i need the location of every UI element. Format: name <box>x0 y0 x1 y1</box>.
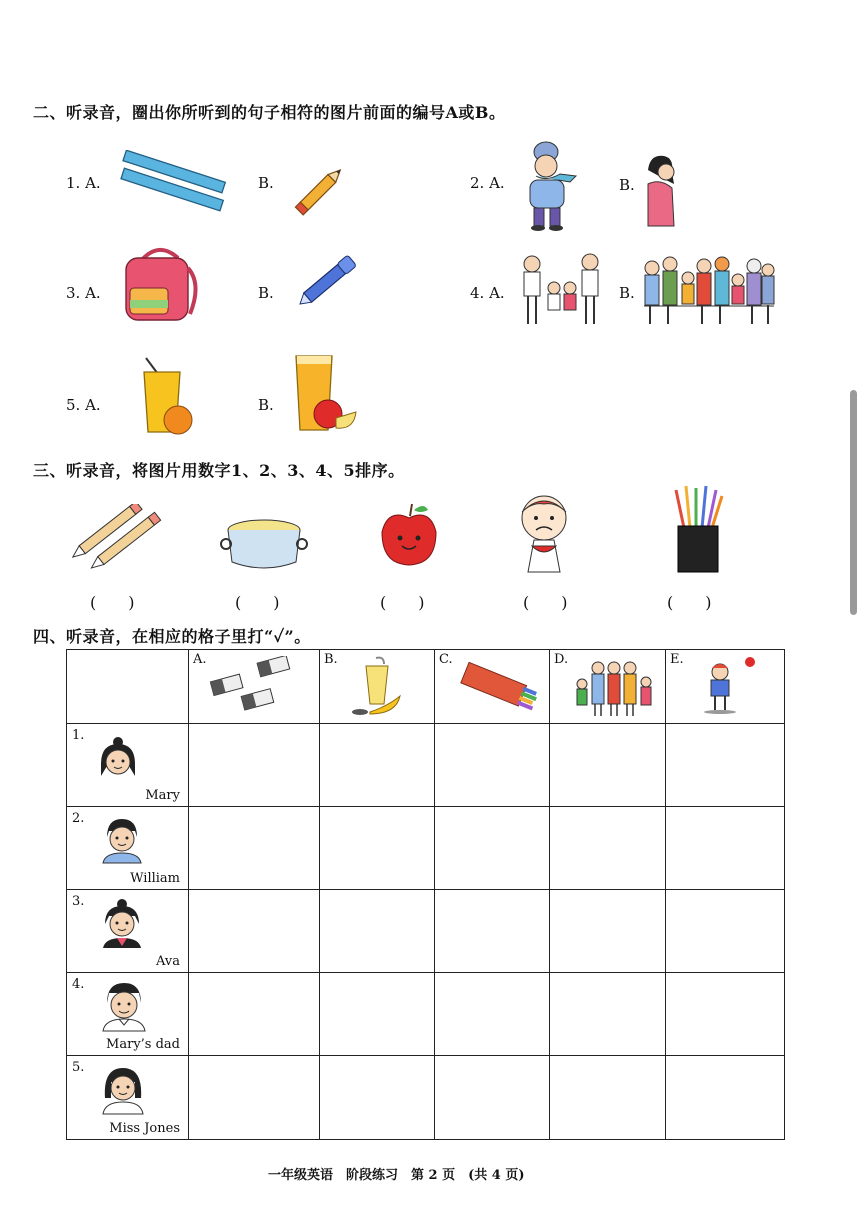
check-cell-mary-d[interactable] <box>550 724 666 807</box>
item1-label <box>66 174 101 192</box>
check-cell-dad-d[interactable] <box>550 973 666 1056</box>
page-footer: 一年级英语 阶段练习 第 2 页 (共 4 页) <box>268 1168 525 1183</box>
item4-label <box>470 284 505 302</box>
order-blank-5[interactable]: ( ) <box>667 593 712 612</box>
item4-option-a: A. <box>489 284 505 302</box>
item1-option-b: B. <box>258 174 274 192</box>
check-cell-william-b[interactable] <box>320 807 435 890</box>
item4-number: 4. <box>470 284 485 302</box>
ava-face-icon <box>99 898 145 950</box>
row-name: William <box>130 871 180 886</box>
item3-number: 3. <box>66 284 81 302</box>
item5-label <box>66 396 101 414</box>
item2-option-b: B. <box>619 176 635 194</box>
column-b-label: B. <box>324 652 338 667</box>
item5-option-b: B. <box>258 396 274 414</box>
check-cell-jones-e[interactable] <box>666 1056 785 1140</box>
order-blank-2[interactable]: ( ) <box>235 593 280 612</box>
sad-child-watermelon-icon <box>516 488 576 574</box>
vertical-scrollbar[interactable] <box>850 390 857 615</box>
column-e-label: E. <box>670 652 684 667</box>
blue-marker-icon <box>290 248 368 314</box>
miss-jones-face-icon <box>99 1062 147 1116</box>
column-c-label: C. <box>439 652 453 667</box>
sick-girl-icon <box>640 150 682 228</box>
check-cell-jones-b[interactable] <box>320 1056 435 1140</box>
check-cell-jones-d[interactable] <box>550 1056 666 1140</box>
check-cell-ava-d[interactable] <box>550 890 666 973</box>
item3-option-a: A. <box>85 284 101 302</box>
check-cell-ava-a[interactable] <box>189 890 320 973</box>
item2-option-a: A. <box>489 174 505 192</box>
check-cell-dad-e[interactable] <box>666 973 785 1056</box>
header-corner-cell <box>67 650 189 724</box>
pencil-icon <box>290 160 356 216</box>
row-number: 1. <box>72 728 85 743</box>
apple-icon <box>378 502 440 568</box>
check-table <box>66 649 785 1140</box>
table-row <box>67 1056 785 1140</box>
row-person-cell <box>67 1056 189 1140</box>
check-cell-mary-a[interactable] <box>189 724 320 807</box>
check-cell-jones-a[interactable] <box>189 1056 320 1140</box>
check-cell-dad-a[interactable] <box>189 973 320 1056</box>
row-person-cell <box>67 973 189 1056</box>
check-cell-ava-e[interactable] <box>666 890 785 973</box>
table-row <box>67 890 785 973</box>
item5-number: 5. <box>66 396 81 414</box>
cold-boy-icon <box>520 138 580 234</box>
row-number: 4. <box>72 977 85 992</box>
row-name: Ava <box>156 954 180 969</box>
table-row <box>67 807 785 890</box>
big-family-icon <box>640 254 776 328</box>
item4-option-b: B. <box>619 284 635 302</box>
item3-label <box>66 284 101 302</box>
check-cell-mary-e[interactable] <box>666 724 785 807</box>
item2-label <box>470 174 505 192</box>
family-group-icon <box>572 658 660 718</box>
check-cell-william-a[interactable] <box>189 807 320 890</box>
orange-juice-icon <box>136 356 196 438</box>
row-name: Mary’s dad <box>106 1037 180 1052</box>
row-number: 3. <box>72 894 85 909</box>
row-number: 2. <box>72 811 85 826</box>
rulers-icon <box>118 150 226 216</box>
item1-option-a: A. <box>85 174 101 192</box>
backpack-icon <box>118 240 202 326</box>
check-cell-william-d[interactable] <box>550 807 666 890</box>
check-cell-ava-b[interactable] <box>320 890 435 973</box>
marys-dad-face-icon <box>99 979 149 1033</box>
hungry-boy-icon <box>694 654 764 716</box>
header-cell-c <box>435 650 550 724</box>
noodle-pot-icon <box>218 516 310 572</box>
banana-juice-icon <box>348 656 408 718</box>
header-cell-a <box>189 650 320 724</box>
table-row <box>67 724 785 807</box>
check-cell-william-c[interactable] <box>435 807 550 890</box>
check-cell-mary-b[interactable] <box>320 724 435 807</box>
row-person-cell <box>67 807 189 890</box>
item3-option-b: B. <box>258 284 274 302</box>
header-cell-b <box>320 650 435 724</box>
small-family-icon <box>518 248 604 328</box>
row-name: Miss Jones <box>109 1121 180 1136</box>
column-a-label: A. <box>193 652 207 667</box>
row-number: 5. <box>72 1060 85 1075</box>
item1-number: 1. <box>66 174 81 192</box>
order-blank-3[interactable]: ( ) <box>380 593 425 612</box>
header-cell-e <box>666 650 785 724</box>
check-cell-ava-c[interactable] <box>435 890 550 973</box>
item2-number: 2. <box>470 174 485 192</box>
row-person-cell <box>67 890 189 973</box>
section3-title: 三、听录音，将图片用数字1、2、3、4、5排序。 <box>33 461 405 480</box>
crayons-icon <box>455 662 545 718</box>
check-cell-dad-c[interactable] <box>435 973 550 1056</box>
order-blank-4[interactable]: ( ) <box>523 593 568 612</box>
section2-title: 二、听录音，圈出你所听到的句子相符的图片前面的编号A或B。 <box>33 103 506 122</box>
row-name: Mary <box>145 788 180 803</box>
table-row <box>67 973 785 1056</box>
table-header-row <box>67 650 785 724</box>
mary-face-icon <box>97 736 139 784</box>
section4-title: 四、听录音，在相应的格子里打“✓”。 <box>33 627 311 646</box>
check-cell-william-e[interactable] <box>666 807 785 890</box>
header-cell-d <box>550 650 666 724</box>
item5-option-a: A. <box>85 396 101 414</box>
erasers-icon <box>207 656 307 716</box>
pencil-cup-icon <box>670 484 726 576</box>
check-cell-dad-b[interactable] <box>320 973 435 1056</box>
check-cell-mary-c[interactable] <box>435 724 550 807</box>
column-d-label: D. <box>554 652 569 667</box>
check-cell-jones-c[interactable] <box>435 1056 550 1140</box>
order-blank-1[interactable]: ( ) <box>90 593 135 612</box>
william-face-icon <box>99 815 145 865</box>
two-pencils-icon <box>68 504 168 570</box>
apple-juice-icon <box>292 352 362 438</box>
row-person-cell <box>67 724 189 807</box>
